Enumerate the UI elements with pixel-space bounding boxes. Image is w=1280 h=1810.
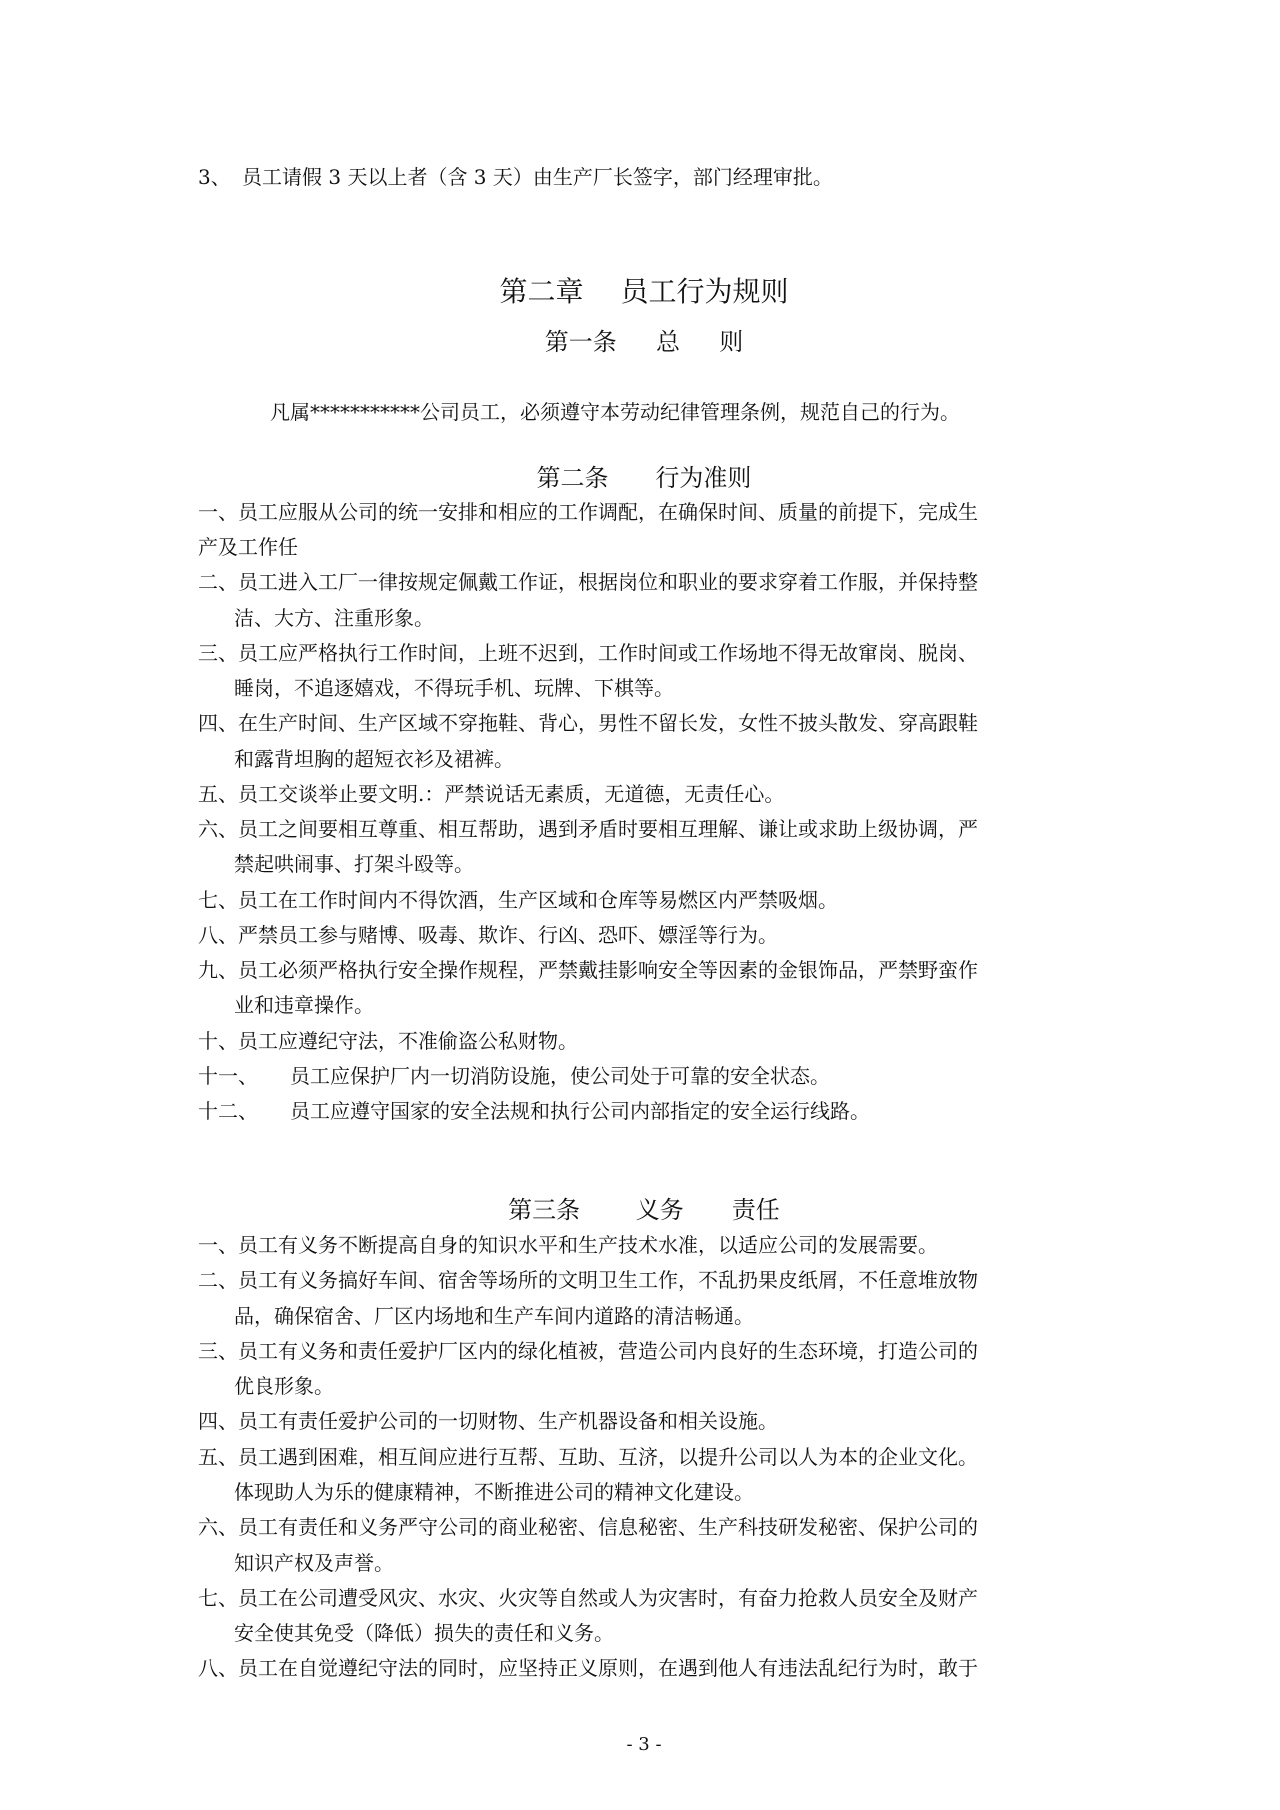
article2-item: 七、员工在工作时间内不得饮酒，生产区域和仓库等易燃区内严禁吸烟。 bbox=[198, 888, 838, 912]
top-item-number: 3、 bbox=[198, 165, 231, 189]
page-number: - 3 - bbox=[626, 1734, 662, 1755]
article2-item: 五、员工交谈举止要文明.：严禁说话无素质，无道德，无责任心。 bbox=[198, 782, 785, 806]
article3-item: 五、员工遇到困难，相互间应进行互帮、互助、互济，以提升公司以人为本的企业文化。 bbox=[198, 1445, 978, 1469]
article2-item-number: 十二、 bbox=[198, 1099, 258, 1123]
article3-item-cont: 知识产权及声誉。 bbox=[234, 1551, 394, 1575]
article3-title: 第三条 义务 责任 bbox=[508, 1196, 780, 1224]
article2-item: 十、员工应遵纪守法，不准偷盗公私财物。 bbox=[198, 1029, 578, 1053]
article2-item-number: 十一、 bbox=[198, 1064, 258, 1088]
article2-item-cont: 禁起哄闹事、打架斗殴等。 bbox=[234, 852, 474, 876]
article3-item-cont: 品，确保宿舍、厂区内场地和生产车间内道路的清洁畅通。 bbox=[234, 1304, 754, 1328]
article2-item: 二、员工进入工厂一律按规定佩戴工作证，根据岗位和职业的要求穿着工作服，并保持整 bbox=[198, 570, 978, 594]
article3-item: 八、员工在自觉遵纪守法的同时，应坚持正义原则，在遇到他人有违法乱纪行为时，敢于 bbox=[198, 1656, 978, 1680]
article3-item: 七、员工在公司遭受风灾、水灾、火灾等自然或人为灾害时，有奋力抢救人员安全及财产 bbox=[198, 1586, 978, 1610]
article1-title: 第一条 总 则 bbox=[544, 328, 744, 356]
article2-item: 九、员工必须严格执行安全操作规程，严禁戴挂影响安全等因素的金银饰品，严禁野蛮作 bbox=[198, 958, 978, 982]
article2-item-cont: 洁、大方、注重形象。 bbox=[234, 606, 434, 630]
article2-item-text: 员工应遵守国家的安全法规和执行公司内部指定的安全运行线路。 bbox=[290, 1099, 870, 1123]
article2-item-cont: 业和违章操作。 bbox=[234, 993, 374, 1017]
article3-item: 一、员工有义务不断提高自身的知识水平和生产技术水准，以适应公司的发展需要。 bbox=[198, 1233, 938, 1257]
article2-item-cont: 睡岗，不追逐嬉戏，不得玩手机、玩牌、下棋等。 bbox=[234, 676, 674, 700]
article2-item: 四、在生产时间、生产区域不穿拖鞋、背心，男性不留长发，女性不披头散发、穿高跟鞋 bbox=[198, 711, 978, 735]
top-item-text: 员工请假 3 天以上者（含 3 天）由生产厂长签字，部门经理审批。 bbox=[242, 165, 833, 189]
article2-item: 六、员工之间要相互尊重、相互帮助，遇到矛盾时要相互理解、谦让或求助上级协调，严 bbox=[198, 817, 978, 841]
article2-item: 三、员工应严格执行工作时间，上班不迟到，工作时间或工作场地不得无故窜岗、脱岗、 bbox=[198, 641, 978, 665]
article2-item: 八、严禁员工参与赌博、吸毒、欺诈、行凶、恐吓、嫖淫等行为。 bbox=[198, 923, 778, 947]
article1-text: 凡属***********公司员工，必须遵守本劳动纪律管理条例，规范自己的行为。 bbox=[270, 400, 960, 424]
article2-item-cont: 和露背坦胸的超短衣衫及裙裤。 bbox=[234, 747, 514, 771]
article3-item: 六、员工有责任和义务严守公司的商业秘密、信息秘密、生产科技研发秘密、保护公司的 bbox=[198, 1515, 978, 1539]
chapter-title: 第二章 员工行为规则 bbox=[499, 275, 789, 308]
article3-item-cont: 安全使其免受（降低）损失的责任和义务。 bbox=[234, 1621, 614, 1645]
article2-item-text: 员工应保护厂内一切消防设施，使公司处于可靠的安全状态。 bbox=[290, 1064, 830, 1088]
document-page bbox=[198, 0, 1090, 1810]
article3-item: 三、员工有义务和责任爱护厂区内的绿化植被，营造公司内良好的生态环境，打造公司的 bbox=[198, 1339, 978, 1363]
article3-item-cont: 优良形象。 bbox=[234, 1374, 334, 1398]
article2-item-cont: 产及工作任 bbox=[198, 535, 298, 559]
article3-item: 二、员工有义务搞好车间、宿舍等场所的文明卫生工作，不乱扔果皮纸屑，不任意堆放物 bbox=[198, 1268, 978, 1292]
article3-item-cont: 体现助人为乐的健康精神，不断推进公司的精神文化建设。 bbox=[234, 1480, 754, 1504]
article3-item: 四、员工有责任爱护公司的一切财物、生产机器设备和相关设施。 bbox=[198, 1409, 778, 1433]
article2-title: 第二条 行为准则 bbox=[536, 464, 752, 492]
article2-item: 一、员工应服从公司的统一安排和相应的工作调配，在确保时间、质量的前提下，完成生 bbox=[198, 500, 978, 524]
